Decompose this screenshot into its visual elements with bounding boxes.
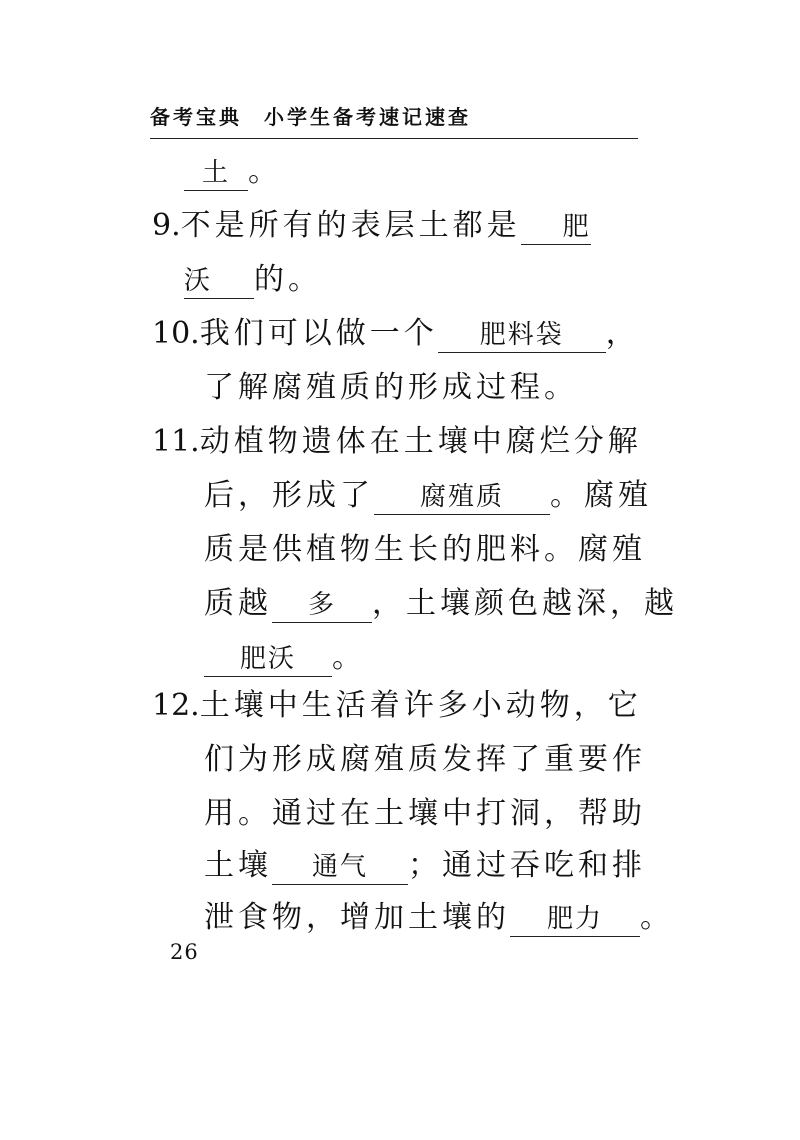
q9-number: 9. bbox=[152, 208, 181, 243]
q12-line-4 bbox=[204, 846, 646, 886]
q10-number: 10. bbox=[152, 316, 200, 351]
q9-line-2 bbox=[184, 260, 322, 300]
q11-text-5-post: 。 bbox=[332, 640, 366, 675]
q10-line-2 bbox=[204, 368, 578, 408]
q12-line-5 bbox=[204, 898, 674, 938]
q9-line-1 bbox=[152, 206, 591, 246]
q8-tail-line bbox=[184, 152, 282, 192]
q12-answer-blank-1: 通气 bbox=[272, 850, 408, 885]
q11-text-2-post: 。腐殖 bbox=[550, 478, 652, 513]
q12-text-5-pre: 泄食物，增加土壤的 bbox=[204, 900, 510, 935]
q12-number: 12. bbox=[152, 688, 200, 723]
q11-text-4-pre: 质越 bbox=[204, 586, 272, 621]
q9-text-1: 不是所有的表层土都是 bbox=[180, 208, 521, 243]
q11-answer-blank-1: 腐殖质 bbox=[374, 480, 550, 515]
q12-line-1 bbox=[152, 686, 642, 726]
q12-line-2 bbox=[204, 740, 646, 780]
q12-line-3 bbox=[204, 794, 646, 834]
q11-number: 11. bbox=[152, 424, 200, 459]
page-number: 26 bbox=[170, 940, 199, 964]
q9-answer-blank-1: 肥 bbox=[521, 210, 591, 245]
q9-answer-blank-2: 沃 bbox=[184, 264, 254, 299]
book-title: 备考宝典 bbox=[150, 105, 242, 129]
q12-text-4-pre: 土壤 bbox=[204, 848, 272, 883]
q11-text-4-post: ，土壤颜色越深，越 bbox=[372, 586, 678, 621]
q11-answer-blank-3: 肥沃 bbox=[204, 642, 332, 677]
q12-text-2: 们为形成腐殖质发挥了重要作 bbox=[204, 742, 646, 777]
q10-text-2: 了解腐殖质的形成过程。 bbox=[204, 370, 578, 405]
q11-line-1 bbox=[152, 422, 642, 462]
q11-line-3 bbox=[204, 530, 646, 570]
q11-line-4 bbox=[204, 584, 678, 624]
q10-line-1 bbox=[152, 314, 640, 354]
q11-line-5 bbox=[204, 638, 366, 678]
header-rule bbox=[150, 138, 638, 139]
q11-line-2 bbox=[204, 476, 652, 516]
series-title: 小学生备考速记速查 bbox=[264, 105, 471, 129]
q11-text-3: 质是供植物生长的肥料。腐殖 bbox=[204, 532, 646, 567]
q12-text-5-post: 。 bbox=[640, 900, 674, 935]
q11-answer-blank-2: 多 bbox=[272, 588, 372, 623]
running-header bbox=[150, 104, 471, 130]
q8-punct: 。 bbox=[248, 154, 282, 189]
q12-text-4-post: ；通过吞吃和排 bbox=[408, 848, 646, 883]
q12-answer-blank-2: 肥力 bbox=[510, 902, 640, 937]
q8-answer-blank: 土 bbox=[184, 156, 248, 191]
q10-punct: ， bbox=[605, 316, 640, 351]
q12-text-3: 用。通过在土壤中打洞，帮助 bbox=[204, 796, 646, 831]
q10-text-1: 我们可以做一个 bbox=[199, 316, 438, 351]
q10-answer-blank: 肥料袋 bbox=[438, 318, 606, 353]
q12-text-1: 土壤中生活着许多小动物，它 bbox=[199, 688, 642, 723]
q11-text-2-pre: 后，形成了 bbox=[204, 478, 374, 513]
q11-text-1: 动植物遗体在土壤中腐烂分解 bbox=[199, 424, 642, 459]
q9-text-2: 的。 bbox=[254, 262, 322, 297]
